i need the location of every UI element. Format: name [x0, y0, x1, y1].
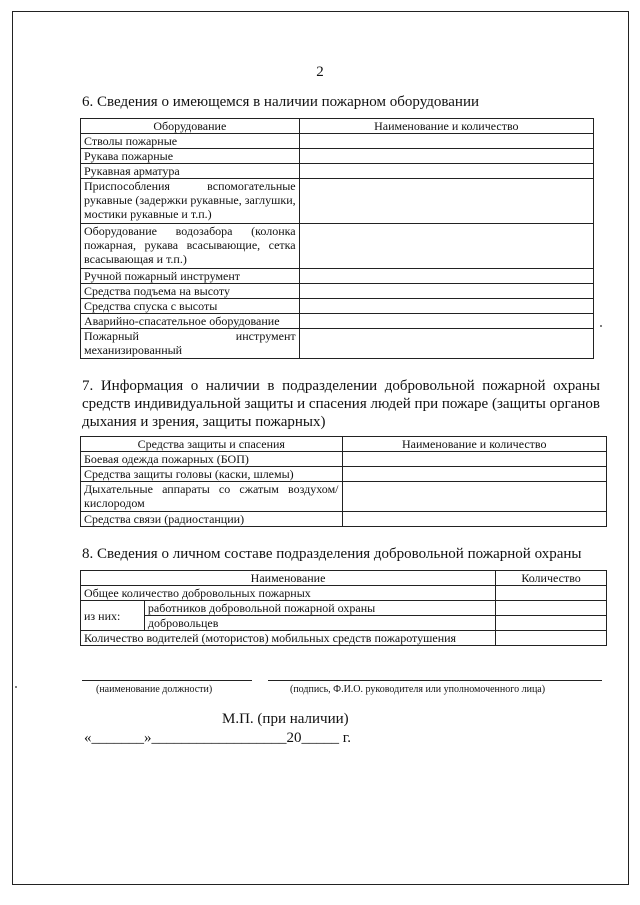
protection-row: Средства защиты головы (каски, шлемы): [81, 467, 343, 482]
of-them-label: из них:: [81, 601, 145, 631]
equipment-row: Средства спуска с высоты: [81, 299, 300, 314]
sign-label: (подпись, Ф.И.О. руководителя или уполномоченного лица): [290, 684, 546, 695]
name-signature-line: [268, 680, 602, 681]
equipment-value-cell: [299, 149, 593, 164]
equipment-row: Аварийно-спасательное оборудование: [81, 314, 300, 329]
personnel-value-cell: [496, 586, 607, 601]
scan-speck: [15, 686, 17, 688]
drivers-row: Количество водителей (мотористов) мобильных средств пожаротушения: [81, 631, 496, 646]
equipment-table: [80, 118, 594, 359]
personnel-value-cell: [496, 631, 607, 646]
protection-value-cell: [342, 482, 607, 512]
protection-value-cell: [342, 512, 607, 527]
personnel-qty-header: Количество: [496, 571, 607, 586]
stamp-text: М.П. (при наличии): [222, 711, 349, 727]
personnel-value-cell: [496, 601, 607, 616]
equipment-row: Пожарный инструмент механизированный: [81, 329, 300, 359]
protection-row: Средства связи (радиостанции): [81, 512, 343, 527]
equipment-col-header: Оборудование: [81, 119, 300, 134]
section8-heading: 8. Сведения о личном составе подразделения добровольной пожарной охраны: [82, 546, 582, 562]
section6-heading: 6. Сведения о имеющемся в наличии пожарном оборудовании: [82, 94, 480, 110]
date-line: «_______»__________________20_____ г.: [84, 730, 351, 746]
equipment-value-cell: [299, 269, 593, 284]
equipment-value-cell: [299, 314, 593, 329]
page-number: 2: [316, 64, 324, 80]
equipment-value-cell: [299, 224, 593, 269]
equipment-row: Рукавная арматура: [81, 164, 300, 179]
equipment-row: Стволы пожарные: [81, 134, 300, 149]
equipment-value-cell: [299, 179, 593, 224]
equipment-value-cell: [299, 134, 593, 149]
equipment-row: Рукава пожарные: [81, 149, 300, 164]
employees-row: работников добровольной пожарной охраны: [144, 601, 495, 616]
personnel-value-cell: [496, 616, 607, 631]
equipment-value-cell: [299, 329, 593, 359]
protection-value-cell: [342, 452, 607, 467]
equipment-row: Оборудование водозабора (колонка пожарная, рукава всасывающие, сетка всасывающая и т.п.): [81, 224, 300, 269]
equipment-row: Средства подъема на высоту: [81, 284, 300, 299]
protection-row: Боевая одежда пожарных (БОП): [81, 452, 343, 467]
equipment-value-cell: [299, 299, 593, 314]
position-label: (наименование должности): [96, 684, 213, 695]
equipment-value-cell: [299, 164, 593, 179]
position-signature-line: [82, 680, 252, 681]
personnel-name-header: Наименование: [81, 571, 496, 586]
equipment-value-cell: [299, 284, 593, 299]
total-firefighters-row: Общее количество добровольных пожарных: [81, 586, 496, 601]
protection-value-cell: [342, 467, 607, 482]
protection-table: [80, 436, 607, 527]
protection-col-header: Средства защиты и спасения: [81, 437, 343, 452]
name-qty-col-header: Наименование и количество: [299, 119, 593, 134]
section7-heading: 7. Информация о наличии в подразделении добровольной пожарной охраны средств индивидуальной защиты и спасения людей при пожаре (защиты органов дыхания и зрения, защиты пожарных): [82, 378, 600, 430]
equipment-row: Ручной пожарный инструмент: [81, 269, 300, 284]
protection-qty-col-header: Наименование и количество: [342, 437, 607, 452]
scan-speck: [600, 325, 602, 327]
personnel-table: [80, 570, 607, 646]
equipment-row: Приспособления вспомогательные рукавные (задержки рукавные, заглушки, мостики рукавные и т.п.): [81, 179, 300, 224]
protection-row: Дыхательные аппараты со сжатым воздухом/кислородом: [81, 482, 343, 512]
volunteers-row: добровольцев: [144, 616, 495, 631]
